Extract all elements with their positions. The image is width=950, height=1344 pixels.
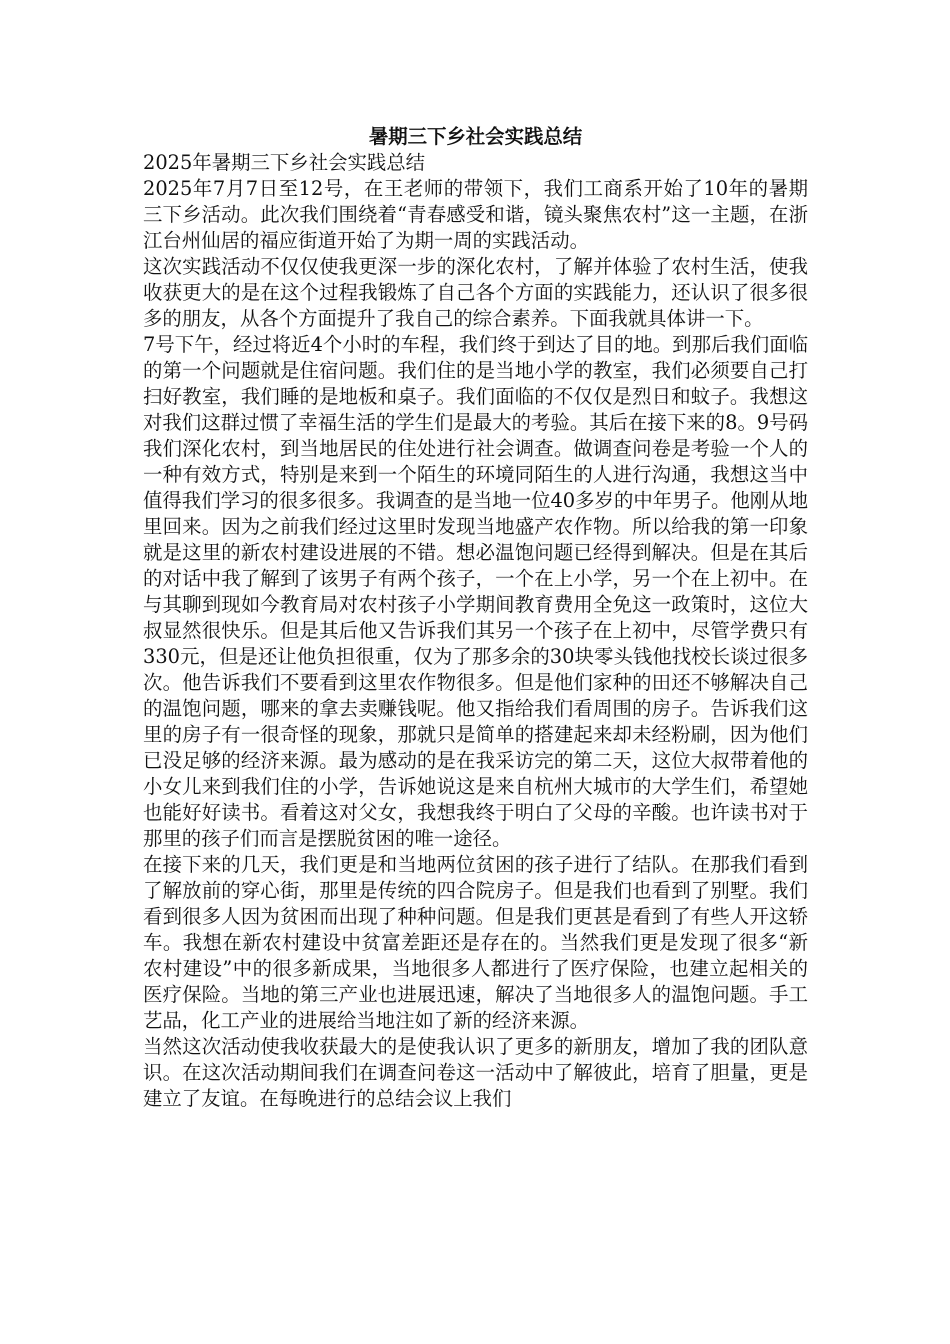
paragraph-5: 当然这次活动使我收获最大的是使我认识了更多的新朋友，增加了我的团队意识。在这次活动期间我们在调查问卷这一活动中了解彼此，培育了胆量，更是建立了友谊。在每晚进行的总结会议上我们 (143, 1035, 808, 1110)
document-subtitle: 2025年暑期三下乡社会实践总结 (143, 151, 426, 174)
paragraph-2: 这次实践活动不仅仅使我更深一步的深化农村，了解并体验了农村生活，使我收获更大的是在这个过程我锻炼了自己各个方面的实践能力，还认识了很多很多的朋友，从各个方面提升了我自己的综合素养。下面我就具体讲一下。 (143, 255, 808, 330)
paragraph-4: 在接下来的几天，我们更是和当地两位贫困的孩子进行了结队。在那我们看到了解放前的穿心街，那里是传统的四合院房子。但是我们也看到了别墅。我们看到很多人因为贫困而出现了种种问题。但是我们更甚是看到了有些人开这轿车。我想在新农村建设中贫富差距还是存在的。当然我们更是发现了很多“新农村建设”中的很多新成果，当地很多人都进行了医疗保险，也建立起相关的医疗保险。当地的第三产业也进展迅速，解决了当地很多人的温饱问题。手工艺品，化工产业的进展给当地注如了新的经济来源。 (143, 853, 808, 1032)
paragraph-1: 2025年7月7日至12号，在王老师的带领下，我们工商系开始了10年的暑期三下乡活动。此次我们围绕着“青春感受和谐，镜头聚焦农村”这一主题，在浙江台州仙居的福应街道开始了为期一周的实践活动。 (143, 177, 808, 252)
document-title: 暑期三下乡社会实践总结 (368, 125, 583, 148)
paragraph-3: 7号下午，经过将近4个小时的车程，我们终于到达了目的地。到那后我们面临的第一个问题就是住宿问题。我们住的是当地小学的教室，我们必须要自己打扫好教室，我们睡的是地板和桌子。我们面临的不仅仅是烈日和蚊子。我想这对我们这群过惯了幸福生活的学生们是最大的考验。其后在接下来的8。9号码我们深化农村，到当地居民的住处进行社会调查。做调查问卷是考验一个人的一种有效方式，特别是来到一个陌生的环境同陌生的人进行沟通，我想这当中值得我们学习的很多很多。我调查的是当地一位40多岁的中年男子。他刚从地里回来。因为之前我们经过这里时发现当地盛产农作物。所以给我的第一印象就是这里的新农村建设进展的不错。想必温饱问题已经得到解决。但是在其后的对话中我了解到了该男子有两个孩子，一个在上小学，另一个在上初中。在与其聊到现如今教育局对农村孩子小学期间教育费用全免这一政策时，这位大叔显然很快乐。但是其后他又告诉我们其另一个孩子在上初中，尽管学费只有330元，但是还让他负担很重，仅为了那多余的30块零头钱他找校长谈过很多次。他告诉我们不要看到这里农作物很多。但是他们家种的田还不够解决自己的温饱问题，哪来的拿去卖赚钱呢。他又指给我们看周围的房子。告诉我们这里的房子有一很奇怪的现象，那就只是简单的搭建起来却未经粉刷，因为他们已没足够的经济来源。最为感动的是在我采访完的第二天，这位大叔带着他的小女儿来到我们住的小学，告诉她说这是来自杭州大城市的大学生们，希望她也能好好读书。看着这对父女，我想我终于明白了父母的辛酸。也许读书对于那里的孩子们而言是摆脱贫困的唯一途径。 (143, 333, 808, 850)
document-page (143, 124, 808, 1112)
